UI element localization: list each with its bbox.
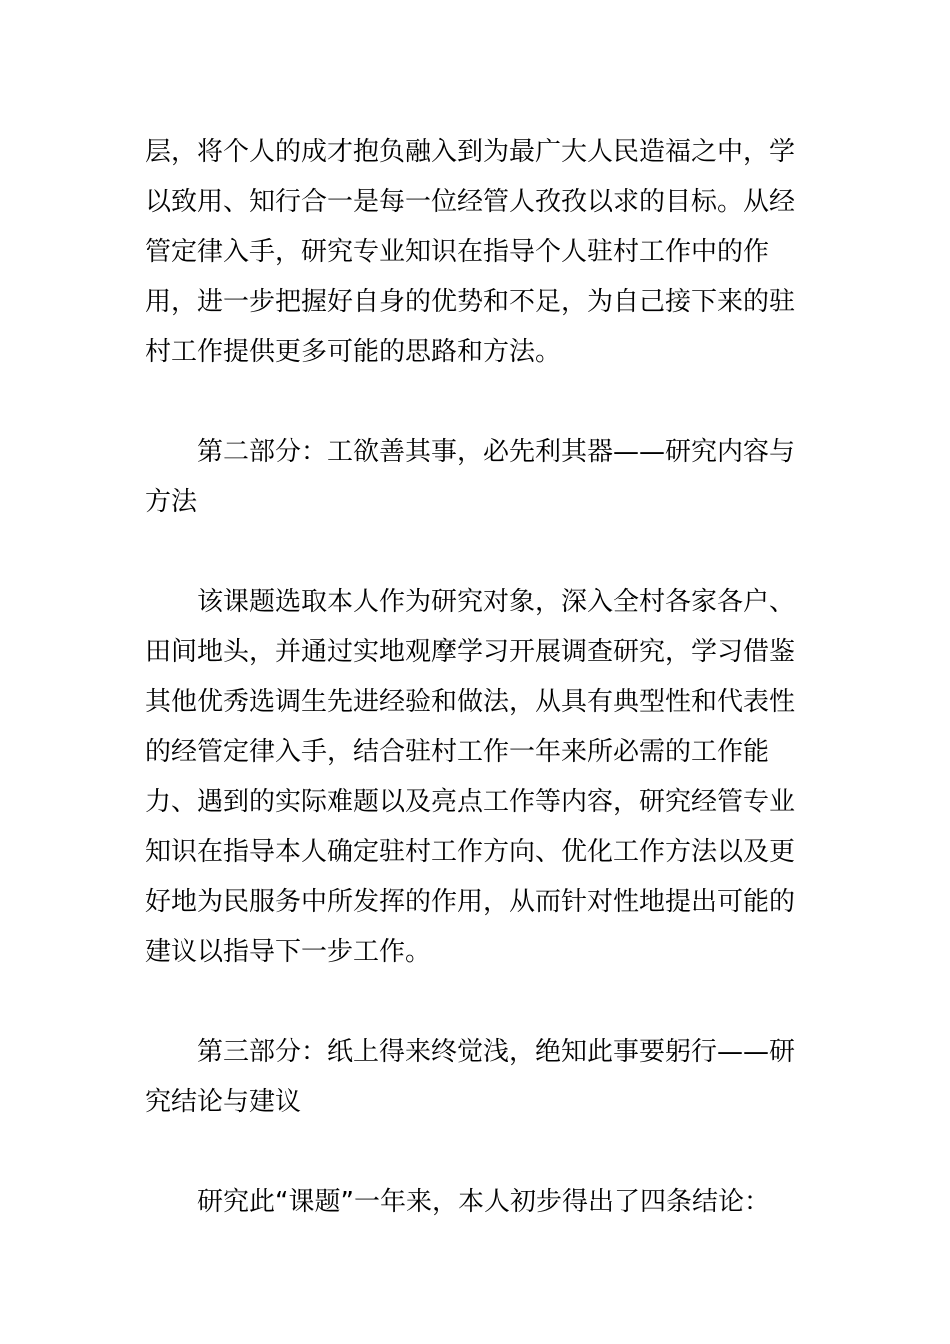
paragraph-intro-continuation <box>145 127 807 377</box>
text-line: 好地为民服务中所发挥的作用，从而针对性地提出可能的 <box>145 887 796 917</box>
text-line: 方法 <box>145 487 198 517</box>
text-line: 以致用、知行合一是每一位经管人孜孜以求的目标。从经 <box>145 187 796 217</box>
paragraph-conclusions-intro <box>145 1177 807 1227</box>
text-line: 村工作提供更多可能的思路和方法。 <box>145 337 562 367</box>
section-heading-part-three <box>145 1027 807 1127</box>
text-line: 力、遇到的实际难题以及亮点工作等内容，研究经管专业 <box>145 787 796 817</box>
text-line: 层，将个人的成才抱负融入到为最广大人民造福之中，学 <box>145 137 796 167</box>
text-line: 田间地头，并通过实地观摩学习开展调查研究，学习借鉴 <box>145 637 796 667</box>
document-body <box>145 127 807 1227</box>
text-line: 第二部分：工欲善其事，必先利其器——研究内容与 <box>197 437 796 467</box>
text-line: 用，进一步把握好自身的优势和不足，为自己接下来的驻 <box>145 287 796 317</box>
text-line: 建议以指导下一步工作。 <box>145 937 432 967</box>
text-line: 管定律入手，研究专业知识在指导个人驻村工作中的作 <box>145 237 770 267</box>
section-heading-part-two <box>145 427 807 527</box>
text-line: 该课题选取本人作为研究对象，深入全村各家各户、 <box>197 587 796 617</box>
text-line: 的经管定律入手，结合驻村工作一年来所必需的工作能 <box>145 737 770 767</box>
text-line: 知识在指导本人确定驻村工作方向、优化工作方法以及更 <box>145 837 796 867</box>
paragraph-research-content <box>145 577 807 977</box>
text-line: 研究此“课题”一年来，本人初步得出了四条结论： <box>197 1187 770 1217</box>
text-line: 其他优秀选调生先进经验和做法，从具有典型性和代表性 <box>145 687 796 717</box>
text-line: 第三部分：纸上得来终觉浅，绝知此事要躬行——研 <box>197 1037 796 1067</box>
text-line: 究结论与建议 <box>145 1087 302 1117</box>
